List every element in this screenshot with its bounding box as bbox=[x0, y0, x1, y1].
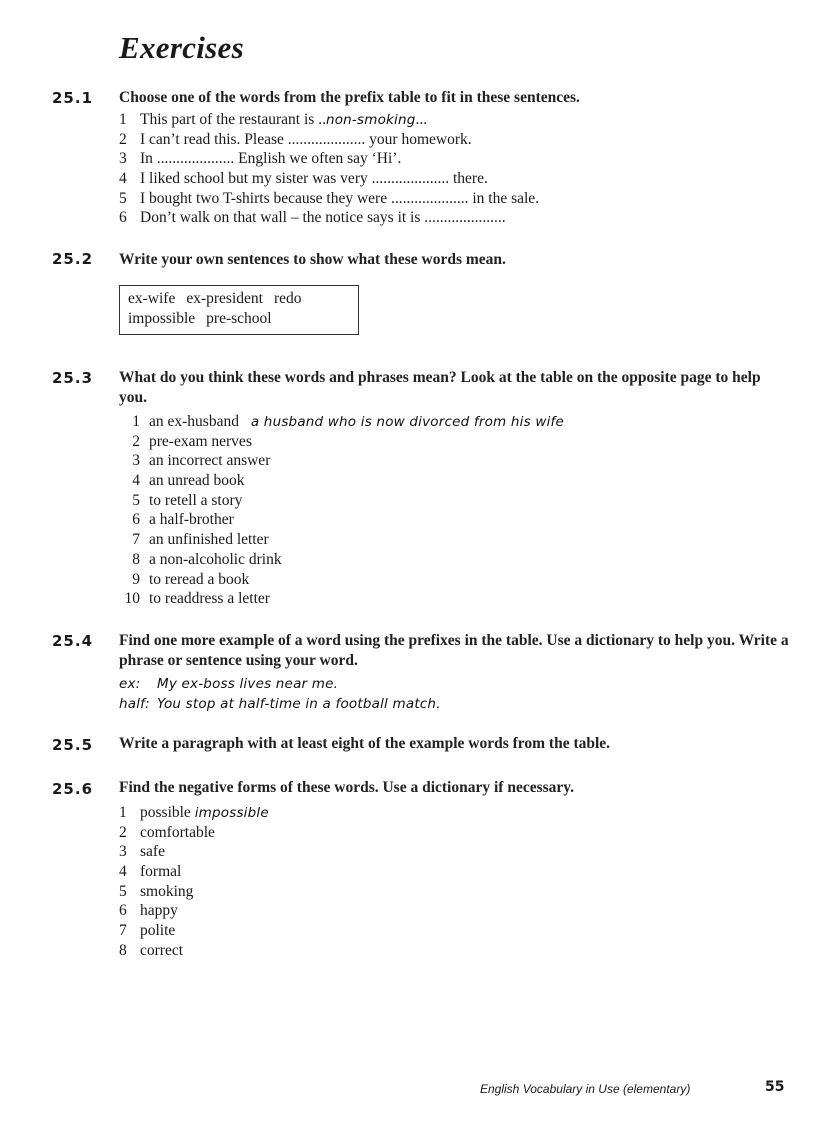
exercise-instruction: Find the negative forms of these words. Use a dictionary if necessary. bbox=[119, 779, 575, 796]
list-item: 10 to readdress a letter bbox=[124, 590, 270, 608]
word-box bbox=[119, 285, 359, 335]
handwritten-answer: impossible bbox=[194, 805, 269, 821]
list-item: 8 correct bbox=[119, 941, 184, 959]
list-item: 5 to retell a story bbox=[132, 491, 243, 509]
list-item: 3 an incorrect answer bbox=[132, 452, 271, 470]
example-line: ex: My ex-boss lives near me. bbox=[119, 676, 339, 692]
list-item: 5 smoking bbox=[119, 882, 194, 900]
exercise-instruction: What do you think these words and phrases mean? Look at the table on the opposite page to help you. bbox=[119, 369, 761, 406]
list-item: 2 pre-exam nerves bbox=[132, 432, 252, 450]
handwritten-examples bbox=[119, 674, 441, 714]
exercise-instruction: Choose one of the words from the prefix table to fit in these sentences. bbox=[119, 89, 580, 106]
list-item: 1 an ex-husband a husband who is now divorced from his wife bbox=[132, 413, 564, 430]
exercise-6-list bbox=[119, 803, 269, 961]
list-item: 2 I can’t read this. Please .................... your homework. bbox=[119, 130, 472, 148]
list-item: 3 safe bbox=[119, 843, 165, 861]
list-item: 7 polite bbox=[119, 922, 176, 940]
exercise-number: 25.5 bbox=[52, 736, 94, 754]
answer-blank[interactable]: .................... bbox=[424, 209, 502, 227]
box-word: impossible bbox=[128, 310, 196, 327]
list-item: 1 This part of the restaurant is ..non-smoking... bbox=[119, 111, 428, 128]
page-number: 55 bbox=[765, 1079, 785, 1095]
box-word: ex-president bbox=[186, 290, 263, 307]
list-item: 4 formal bbox=[119, 863, 182, 881]
list-item: 4 an unread book bbox=[132, 472, 245, 490]
list-item: 1 possible impossible bbox=[119, 804, 269, 821]
list-item: 6 a half-brother bbox=[132, 511, 234, 529]
exercise-number: 25.3 bbox=[52, 369, 94, 387]
exercise-number: 25.1 bbox=[52, 89, 94, 107]
handwritten-answer: a husband who is now divorced from his wife bbox=[250, 414, 564, 430]
list-item: 8 a non-alcoholic drink bbox=[132, 550, 282, 568]
exercise-3-list bbox=[119, 412, 564, 609]
page-title: Exercises bbox=[119, 30, 244, 65]
exercise-number: 25.6 bbox=[52, 780, 94, 798]
answer-blank[interactable]: .................... bbox=[287, 130, 366, 148]
exercise-instruction: Find one more example of a word using the prefixes in the table. Use a dictionary to help you. Write a phrase or sentence using your word. bbox=[119, 632, 789, 669]
handwritten-answer: non-smoking bbox=[325, 112, 416, 128]
box-word: redo bbox=[273, 290, 302, 307]
answer-blank[interactable]: .................... bbox=[156, 150, 235, 168]
example-line: half: You stop at half-time in a football match. bbox=[119, 696, 441, 712]
list-item: 4 I liked school but my sister was very .................... there. bbox=[119, 170, 488, 188]
answer-blank[interactable]: .................... bbox=[390, 189, 469, 207]
exercise-instruction: Write a paragraph with at least eight of the example words from the table. bbox=[119, 735, 611, 752]
list-item: 5 I bought two T-shirts because they were .................... in the sale. bbox=[119, 189, 540, 207]
box-word: ex-wife bbox=[128, 290, 176, 307]
exercise-number: 25.2 bbox=[52, 250, 94, 268]
answer-blank[interactable]: .................... bbox=[371, 170, 450, 188]
book-title: English Vocabulary in Use (elementary) bbox=[480, 1082, 691, 1096]
exercise-number: 25.4 bbox=[52, 632, 94, 650]
list-item: 6 Don’t walk on that wall – the notice says it is ..................... bbox=[119, 209, 506, 227]
list-item: 3 In .................... English we often say ‘Hi’. bbox=[119, 150, 402, 168]
list-item: 2 comfortable bbox=[119, 823, 215, 841]
list-item: 9 to reread a book bbox=[132, 570, 250, 588]
exercise-instruction: Write your own sentences to show what these words mean. bbox=[119, 251, 506, 268]
box-word: pre-school bbox=[206, 310, 272, 327]
list-item: 7 an unfinished letter bbox=[132, 531, 269, 549]
list-item: 6 happy bbox=[119, 902, 178, 920]
exercise-1-list bbox=[119, 110, 539, 228]
